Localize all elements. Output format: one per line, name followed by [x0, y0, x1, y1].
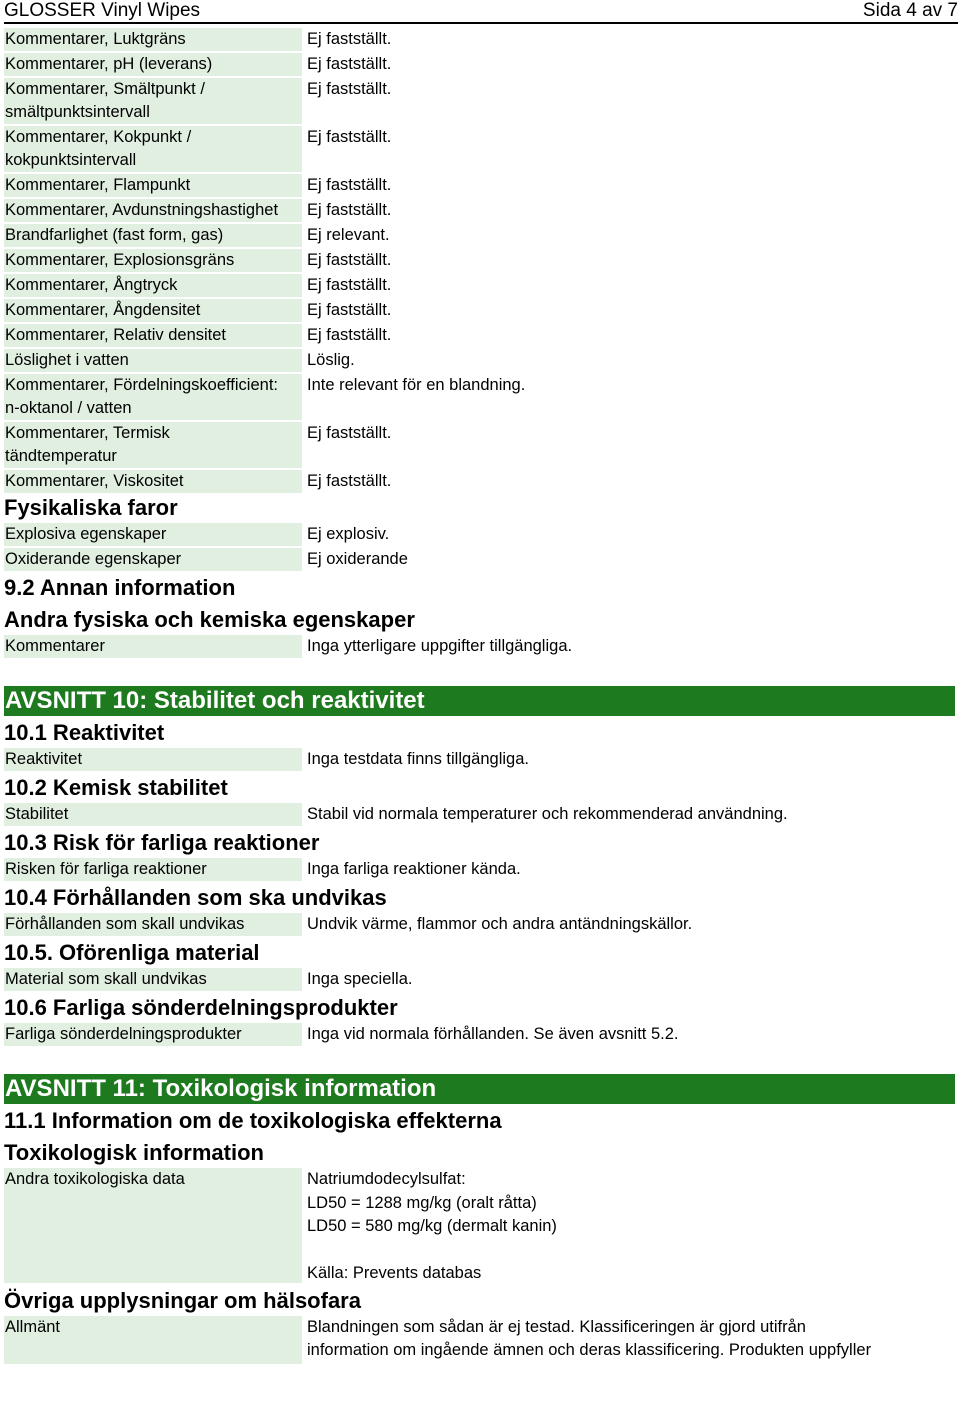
- row-label: [4, 28, 302, 51]
- row-label: [4, 374, 302, 420]
- subsection-heading: 10.6 Farliga sönderdelningsprodukter: [4, 995, 398, 1020]
- row-label: [4, 913, 302, 936]
- section-11-1-heading: 11.1 Information om de toxikologiska effekterna: [4, 1108, 502, 1133]
- value-line: [307, 1239, 956, 1263]
- physical-properties-table: [4, 28, 956, 493]
- row-value-text: Inga vid normala förhållanden. Se även avsnitt 5.2.: [307, 1025, 679, 1043]
- row-label-line: Kommentarer, Fördelningskoefficient:: [5, 376, 278, 394]
- table-row: [4, 523, 956, 546]
- row-value-text: Ej fastställt.: [307, 176, 392, 194]
- section-10-bar: AVSNITT 10: Stabilitet och reaktivitet: [4, 686, 955, 716]
- page-header: [4, 0, 958, 24]
- table-row: [4, 748, 956, 771]
- row-value: [307, 523, 956, 546]
- table-row: [4, 349, 956, 372]
- row-value: [307, 374, 956, 420]
- row-value: [307, 299, 956, 322]
- row-value-text: Ej fastställt.: [307, 30, 392, 48]
- annan-heading: 9.2 Annan information: [4, 575, 236, 600]
- row-value: [307, 53, 956, 76]
- value-line: Blandningen som sådan är ej testad. Klassificeringen är gjord utifrån: [307, 1317, 806, 1336]
- row-label: [4, 523, 302, 546]
- table-row: [4, 274, 956, 297]
- row-value-text: Ej fastställt.: [307, 424, 392, 442]
- value-line: LD50 = 580 mg/kg (dermalt kanin): [307, 1217, 557, 1235]
- row-label-line: Löslighet i vatten: [5, 351, 129, 369]
- subsection-heading: 10.1 Reaktivitet: [4, 720, 165, 745]
- row-value: [307, 748, 956, 771]
- row-value: [307, 913, 956, 936]
- row-label-line: Kommentarer, Relativ densitet: [5, 326, 227, 344]
- allmant-value: [307, 1316, 956, 1364]
- table-row: [4, 913, 956, 936]
- table-row: [4, 126, 956, 172]
- row-label: [4, 803, 302, 826]
- row-label: [4, 1023, 302, 1046]
- row-label-line: Kommentarer, Kokpunkt /: [5, 128, 192, 146]
- row-value: [307, 126, 956, 172]
- value-line: Natriumdodecylsulfat:: [307, 1170, 466, 1188]
- value-line: information om ingående ämnen och deras klassificering. Produkten uppfyller: [307, 1341, 872, 1359]
- subsection-heading: 10.2 Kemisk stabilitet: [4, 775, 228, 800]
- row-label: [4, 274, 302, 297]
- row-value: [307, 78, 956, 124]
- table-row: [4, 78, 956, 124]
- table-row: [4, 635, 956, 658]
- value-line: Källa: Prevents databas: [307, 1264, 482, 1282]
- document-title: GLOSSER Vinyl Wipes: [4, 0, 201, 21]
- table-row: [4, 28, 956, 51]
- section-10-items: [4, 718, 956, 1046]
- row-label: [4, 78, 302, 124]
- row-value-text: Ej fastställt.: [307, 128, 392, 146]
- table-row: [4, 1316, 956, 1364]
- row-label: [4, 748, 302, 771]
- row-value: [307, 1023, 956, 1046]
- table-row: [4, 548, 956, 571]
- row-value-text: Ej fastställt.: [307, 301, 392, 319]
- row-label: [4, 174, 302, 197]
- row-label: [4, 299, 302, 322]
- row-value: [307, 174, 956, 197]
- section-11-bar: AVSNITT 11: Toxikologisk information: [4, 1074, 955, 1104]
- row-value: [307, 858, 956, 881]
- row-label-line: Explosiva egenskaper: [5, 525, 167, 543]
- row-label: [4, 422, 302, 468]
- row-label-line: Kommentarer, Flampunkt: [5, 176, 191, 194]
- row-value: [307, 324, 956, 347]
- subsection-heading: 10.3 Risk för farliga reaktioner: [4, 830, 320, 855]
- row-label-line: Kommentarer, Explosionsgräns: [5, 251, 235, 269]
- row-label: Kommentarer: [4, 635, 302, 658]
- table-row: [4, 374, 956, 420]
- row-value-text: Ej fastställt.: [307, 276, 392, 294]
- document-content: [4, 28, 956, 1366]
- andra-egenskaper-heading: Andra fysiska och kemiska egenskaper: [4, 607, 415, 632]
- row-value-text: Inte relevant för en blandning.: [307, 376, 526, 394]
- row-label: Andra toxikologiska data: [4, 1168, 302, 1283]
- row-label-line: Kommentarer, Smältpunkt /: [5, 80, 205, 98]
- table-row: [4, 803, 956, 826]
- row-value-text: Ej fastställt.: [307, 472, 392, 490]
- row-label-line: Reaktivitet: [5, 750, 83, 768]
- fysikaliska-heading: Fysikaliska faror: [4, 495, 178, 520]
- row-label-line: Material som skall undvikas: [5, 970, 207, 988]
- row-label: [4, 858, 302, 881]
- row-label-line: Kommentarer, pH (leverans): [5, 55, 213, 73]
- row-value-text: Ej oxiderande: [307, 550, 408, 568]
- row-value-text: Inga farliga reaktioner kända.: [307, 860, 521, 878]
- tox-data-value: [307, 1168, 956, 1286]
- row-value: [307, 349, 956, 372]
- table-row: [4, 53, 956, 76]
- table-row: [4, 174, 956, 197]
- row-label-line: Brandfarlighet (fast form, gas): [5, 226, 224, 244]
- table-row: [4, 1168, 956, 1286]
- value-line: LD50 = 1288 mg/kg (oralt råtta): [307, 1193, 537, 1212]
- row-label-line: Kommentarer, Ångtryck: [5, 276, 178, 294]
- row-label-line: kokpunktsintervall: [5, 151, 137, 169]
- row-label-line: smältpunktsintervall: [5, 103, 150, 121]
- row-label: [4, 548, 302, 571]
- row-value-text: Ej fastställt.: [307, 201, 392, 219]
- table-row: [4, 299, 956, 322]
- row-label-line: Kommentarer, Luktgräns: [5, 30, 186, 48]
- table-row: [4, 858, 956, 881]
- row-label: [4, 199, 302, 222]
- row-label: [4, 53, 302, 76]
- row-label: [4, 324, 302, 347]
- row-value: [307, 274, 956, 297]
- row-value-text: Undvik värme, flammor och andra antändningskällor.: [307, 915, 693, 933]
- table-row: [4, 422, 956, 468]
- row-value-text: Löslig.: [307, 351, 355, 369]
- row-value: [307, 224, 956, 247]
- row-label-line: Kommentarer, Viskositet: [5, 472, 184, 490]
- row-label-line: Farliga sönderdelningsprodukter: [5, 1025, 242, 1043]
- ovriga-heading: Övriga upplysningar om hälsofara: [4, 1287, 361, 1313]
- row-value: Inga ytterligare uppgifter tillgängliga.: [307, 637, 573, 655]
- row-value: [307, 803, 956, 826]
- row-value-text: Ej relevant.: [307, 226, 390, 244]
- row-value: [307, 548, 956, 571]
- row-label-line: Kommentarer, Termisk: [5, 424, 170, 442]
- row-label: [4, 349, 302, 372]
- table-row: [4, 249, 956, 272]
- row-value-text: Inga speciella.: [307, 970, 413, 988]
- row-value-text: Ej fastställt.: [307, 80, 392, 98]
- table-row: [4, 470, 956, 493]
- subsection-heading: 10.5. Oförenliga material: [4, 940, 260, 965]
- row-value-text: Ej fastställt.: [307, 251, 392, 269]
- row-value: [307, 470, 956, 493]
- row-value-text: Stabil vid normala temperaturer och rekommenderad användning.: [307, 805, 788, 823]
- page-number: Sida 4 av 7: [862, 0, 958, 21]
- row-label: [4, 968, 302, 991]
- row-label-line: Stabilitet: [5, 805, 69, 823]
- table-row: [4, 224, 956, 247]
- row-value: [307, 249, 956, 272]
- row-label: [4, 224, 302, 247]
- row-label-line: Förhållanden som skall undvikas: [5, 915, 245, 933]
- row-label-line: Oxiderande egenskaper: [5, 550, 182, 568]
- row-label: [4, 126, 302, 172]
- table-row: [4, 1023, 956, 1046]
- tox-info-heading: Toxikologisk information: [4, 1140, 264, 1165]
- row-label: [4, 470, 302, 493]
- row-label: [4, 249, 302, 272]
- row-value: [307, 199, 956, 222]
- table-row: [4, 324, 956, 347]
- row-value-text: Ej fastställt.: [307, 326, 392, 344]
- row-label-line: Kommentarer, Ångdensitet: [5, 301, 201, 319]
- row-label-line: Risken för farliga reaktioner: [5, 860, 207, 878]
- subsection-heading: 10.4 Förhållanden som ska undvikas: [4, 885, 387, 910]
- row-value: [307, 28, 956, 51]
- table-row: [4, 199, 956, 222]
- row-value: [307, 422, 956, 468]
- row-value-text: Ej fastställt.: [307, 55, 392, 73]
- row-value: [307, 968, 956, 991]
- row-value-text: Ej explosiv.: [307, 525, 390, 543]
- row-value-text: Inga testdata finns tillgängliga.: [307, 750, 529, 768]
- row-label-line: n-oktanol / vatten: [5, 399, 132, 417]
- row-label-line: tändtemperatur: [5, 447, 117, 465]
- row-label-line: Kommentarer, Avdunstningshastighet: [5, 201, 279, 219]
- row-label: Allmänt: [4, 1316, 302, 1364]
- table-row: [4, 968, 956, 991]
- fysikaliska-table: [4, 523, 956, 571]
